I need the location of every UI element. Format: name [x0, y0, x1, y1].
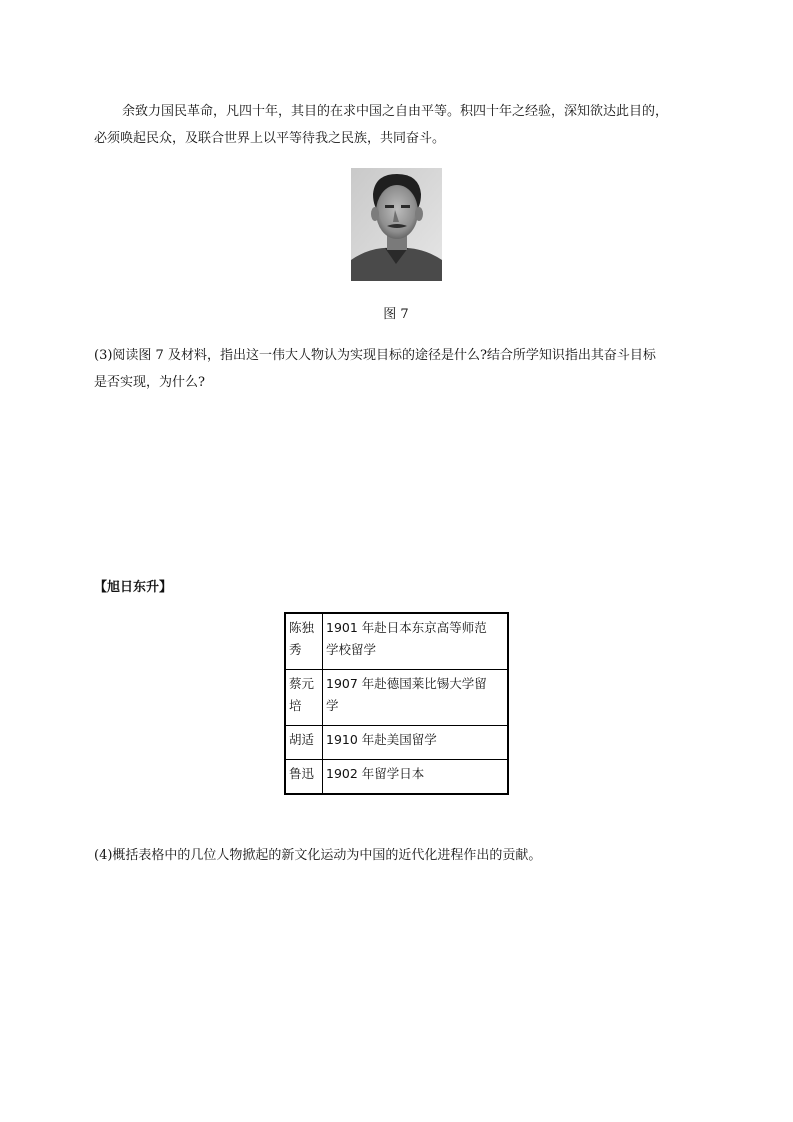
table-row: [285, 613, 508, 670]
table-cell-desc: 1902 年留学日本: [323, 760, 509, 795]
students-abroad-table: [284, 612, 509, 795]
table-cell-desc: 1901 年赴日本东京高等师范 学校留学: [323, 613, 509, 670]
question-4: (4)概括表格中的几位人物掀起的新文化运动为中国的近代化进程作出的贡献。: [94, 848, 542, 863]
table-row: [285, 760, 508, 795]
figure-caption: 图 7: [383, 307, 409, 322]
material-line-1: 余致力国民革命，凡四十年，其目的在求中国之自由平等。积四十年之经验，深知欲达此目的，: [122, 104, 669, 119]
table-cell-desc: 1910 年赴美国留学: [323, 726, 509, 760]
question-3: [94, 342, 704, 396]
table-cell-name: 鲁迅: [285, 760, 323, 795]
table-row: [285, 670, 508, 726]
table-cell-name: 胡适: [285, 726, 323, 760]
table-cell-name: 蔡元 培: [285, 670, 323, 726]
portrait-image: [351, 168, 442, 281]
question-3-line-2: 是否实现，为什么?: [94, 375, 205, 390]
table-cell-desc: 1907 年赴德国莱比锡大学留 学: [323, 670, 509, 726]
table-cell-name: 陈独 秀: [285, 613, 323, 670]
question-3-line-1: (3)阅读图 7 及材料，指出这一伟大人物认为实现目标的途径是什么?结合所学知识指出其奋斗目标: [94, 348, 656, 363]
section-title: 【旭日东升】: [94, 580, 173, 595]
portrait-photo: [351, 168, 442, 281]
table-row: [285, 726, 508, 760]
material-line-2: 必须唤起民众，及联合世界上以平等待我之民族，共同奋斗。: [94, 131, 446, 146]
material-paragraph: [94, 98, 704, 152]
